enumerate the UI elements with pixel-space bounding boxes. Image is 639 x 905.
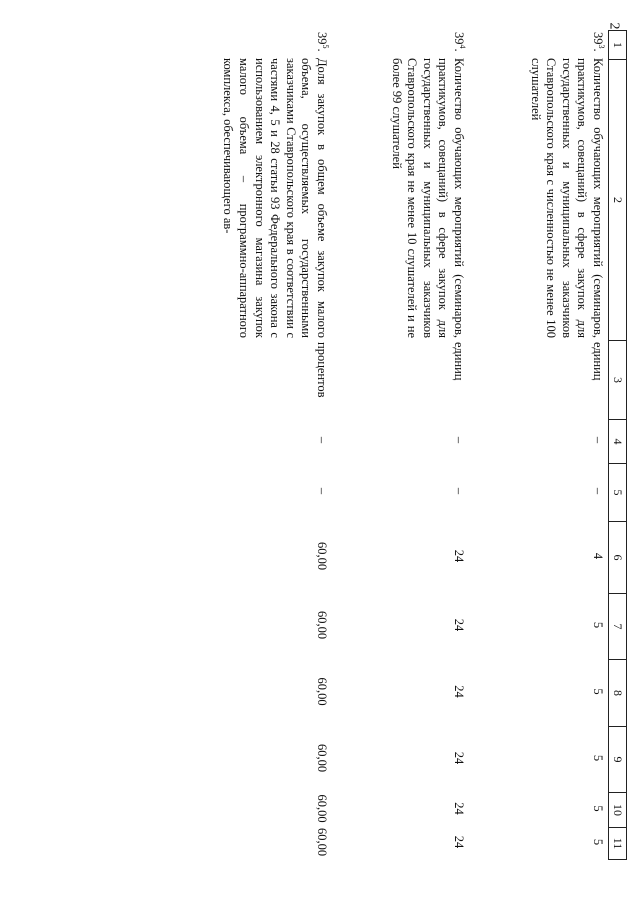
row-value: 24 — [452, 685, 466, 698]
row-value: – — [452, 487, 466, 495]
row-description: Доля закупок в общем объеме закупок малого объема, осуществляемых государственными заказчиками Ставропольского края в соответствии с частями 4, 5 и 28 статьи 93 Федерального закона с использованием электронного магазина закупок малого объема – программно-аппаратного комплекса, обеспечивающего ав- — [221, 58, 329, 338]
header-cell: 8 — [609, 659, 626, 726]
table-rotated — [107, 30, 627, 860]
table-row — [465, 30, 605, 860]
row-value: 5 — [591, 621, 605, 629]
row-number: $39^5$. — [315, 32, 331, 52]
header-cell: 6 — [609, 521, 626, 593]
row-value: 4 — [591, 552, 605, 560]
row-value: 60,00 — [315, 827, 329, 857]
header-cell: 10 — [609, 792, 626, 827]
table-row — [109, 30, 329, 860]
row-unit: единиц — [591, 342, 605, 381]
header-cell: 9 — [609, 726, 626, 792]
row-description: Количество обучающих мероприятий (семинаров, практикумов, совещаний) в сфере закупок для государственных и муниципальных заказчиков Ставропольского края не менее 10 слушателей и не более 99 слушателей — [389, 58, 466, 338]
table-header — [608, 30, 627, 860]
header-cell: 4 — [609, 419, 626, 463]
table-row — [326, 30, 466, 860]
row-value: 5 — [591, 754, 605, 762]
row-value: 24 — [452, 618, 466, 632]
row-value: 60,00 — [315, 677, 329, 706]
header-cell: 2 — [609, 59, 626, 340]
row-value: 24 — [452, 802, 466, 815]
row-value: 60,00 — [315, 541, 329, 571]
row-number: $39^3$. — [591, 32, 607, 52]
row-value: – — [452, 436, 466, 444]
row-value: 5 — [591, 838, 605, 846]
row-value: – — [315, 436, 329, 444]
row-value: 60,00 — [315, 794, 329, 823]
header-cell: 3 — [609, 340, 626, 419]
row-value: 24 — [452, 751, 466, 765]
row-value: 60,00 — [315, 610, 329, 640]
row-value: 24 — [452, 549, 466, 563]
row-value: 5 — [591, 688, 605, 695]
row-value: – — [315, 487, 329, 495]
row-value: 24 — [452, 835, 466, 849]
row-unit: единиц — [452, 342, 466, 381]
row-unit: процентов — [315, 342, 329, 398]
header-cell: 7 — [609, 593, 626, 659]
header-cell: 5 — [609, 463, 626, 521]
row-description: Количество обучающих мероприятий (семинаров, практикумов, совещаний) в сфере закупок для государственных и муниципальных заказчиков Ставропольского края с численностью не менее 100 слушателей — [528, 58, 605, 338]
header-cell: 11 — [609, 827, 626, 859]
header-cell: 1 — [611, 42, 625, 48]
row-value: – — [591, 436, 605, 444]
row-value: 60,00 — [315, 743, 329, 773]
row-number: $39^4$. — [452, 32, 468, 52]
row-value: – — [591, 487, 605, 495]
page-number: 2 — [606, 22, 622, 30]
row-value: 5 — [591, 805, 605, 812]
